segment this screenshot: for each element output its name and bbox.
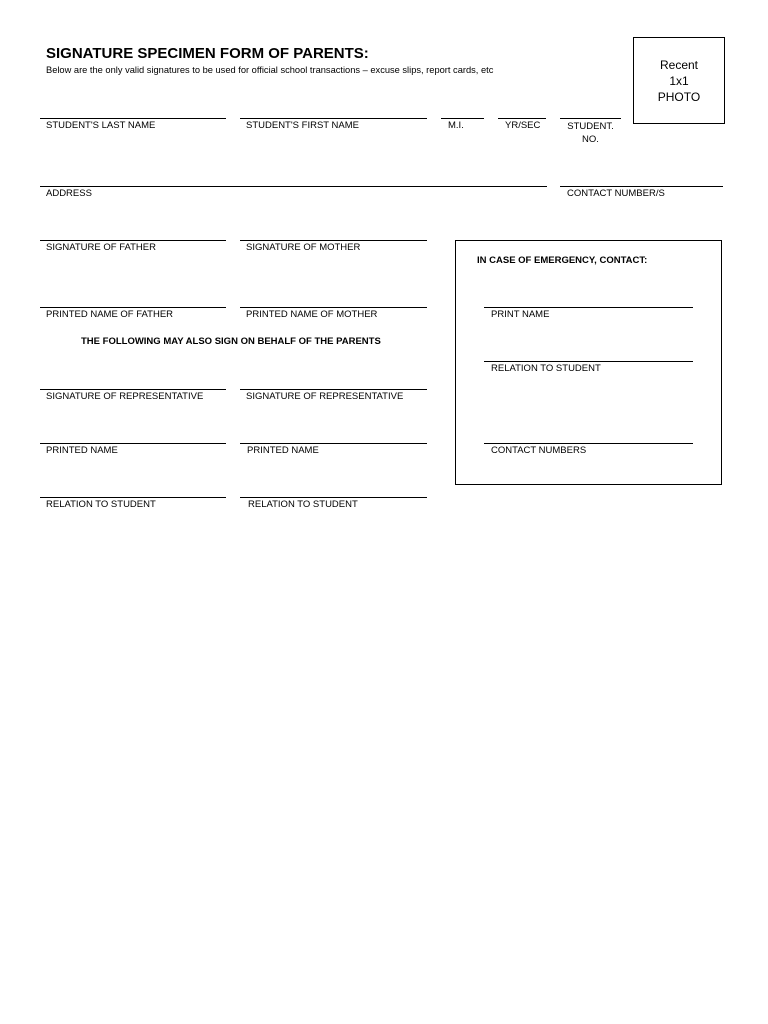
address-label: ADDRESS (46, 188, 92, 199)
photo-label-line2: 1x1 (669, 73, 689, 88)
rep1-relation-line[interactable] (40, 497, 226, 498)
rep1-relation-label: RELATION TO STUDENT (46, 499, 156, 510)
address-line[interactable] (40, 186, 547, 187)
rep2-relation-line[interactable] (240, 497, 427, 498)
rep1-signature-label: SIGNATURE OF REPRESENTATIVE (46, 391, 204, 402)
emergency-contact-line[interactable] (484, 443, 693, 444)
last-name-line[interactable] (40, 118, 226, 119)
emergency-name-line[interactable] (484, 307, 693, 308)
rep1-name-line[interactable] (40, 443, 226, 444)
rep2-name-line[interactable] (240, 443, 427, 444)
representatives-note: THE FOLLOWING MAY ALSO SIGN ON BEHALF OF THE PARENTS (81, 336, 381, 347)
rep2-name-label: PRINTED NAME (247, 445, 319, 456)
father-signature-line[interactable] (40, 240, 226, 241)
photo-box (633, 37, 725, 124)
emergency-heading: IN CASE OF EMERGENCY, CONTACT: (477, 255, 648, 266)
contact-number-line[interactable] (560, 186, 723, 187)
mother-name-line[interactable] (240, 307, 427, 308)
contact-number-label: CONTACT NUMBER/S (567, 188, 665, 199)
form-title: SIGNATURE SPECIMEN FORM OF PARENTS: (46, 45, 369, 62)
father-name-label: PRINTED NAME OF FATHER (46, 309, 174, 320)
rep2-signature-label: SIGNATURE OF REPRESENTATIVE (246, 391, 404, 402)
first-name-label: STUDENT'S FIRST NAME (246, 120, 360, 131)
emergency-contact-label: CONTACT NUMBERS (491, 445, 587, 456)
rep2-relation-label: RELATION TO STUDENT (248, 499, 358, 510)
last-name-label: STUDENT'S LAST NAME (46, 120, 156, 131)
rep1-name-label: PRINTED NAME (46, 445, 118, 456)
rep2-signature-line[interactable] (240, 389, 427, 390)
student-no-label-line1: STUDENT. (567, 121, 614, 132)
mother-name-label: PRINTED NAME OF MOTHER (246, 309, 378, 320)
emergency-relation-label: RELATION TO STUDENT (491, 363, 601, 374)
father-signature-label: SIGNATURE OF FATHER (46, 242, 156, 253)
photo-label-line1: Recent (659, 57, 699, 72)
photo-label-line3: PHOTO (657, 89, 701, 104)
mi-label: M.I. (448, 120, 464, 131)
emergency-name-label: PRINT NAME (491, 309, 550, 320)
mother-signature-label: SIGNATURE OF MOTHER (246, 242, 361, 253)
student-no-line[interactable] (560, 118, 621, 119)
emergency-relation-line[interactable] (484, 361, 693, 362)
yr-sec-line[interactable] (498, 118, 546, 119)
first-name-line[interactable] (240, 118, 427, 119)
student-no-label-line2: NO. (582, 134, 599, 145)
student-no-label (560, 120, 621, 146)
mother-signature-line[interactable] (240, 240, 427, 241)
mi-line[interactable] (441, 118, 484, 119)
form-subtitle: Below are the only valid signatures to be used for official school transactions – excuse slips, report cards, etc (46, 65, 494, 75)
yr-sec-label: YR/SEC (505, 120, 541, 131)
rep1-signature-line[interactable] (40, 389, 226, 390)
father-name-line[interactable] (40, 307, 226, 308)
